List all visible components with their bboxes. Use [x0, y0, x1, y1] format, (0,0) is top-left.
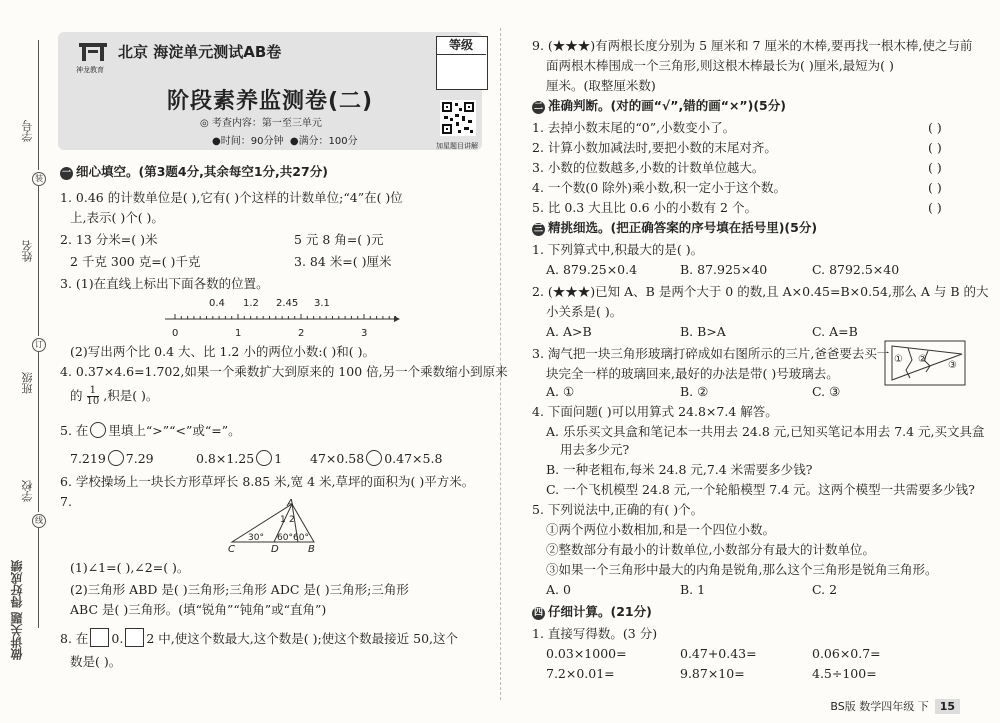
q2-item-a: 2. 13 分米=( )米 [60, 232, 158, 247]
choice-2-line1: 2. (★★★)已知 A、B 是两个大于 0 的数,且 A×0.45=B×0.54,那么 A 与 B 的大 [532, 284, 989, 299]
choice-5-option-a: A. 0 [546, 582, 571, 597]
triangle-angle-60: 60° [277, 533, 293, 543]
numline-tick-label: 0 [172, 328, 179, 339]
section-number-badge: 四 [533, 608, 543, 618]
margin-label-name: 姓名 [21, 240, 34, 262]
choice-3-option-c: C. ③ [812, 384, 841, 399]
q7-part2: (2)三角形 ABD 是( )三角形;三角形 ADC 是( )三角形;三角形 [70, 582, 409, 597]
judge-answer-box[interactable]: ( ) [928, 200, 942, 215]
choice-3-option-b: B. ② [680, 384, 709, 399]
choice-4-option-a-cont: 用去多少元? [560, 442, 630, 457]
calc-item: 0.06×0.7= [812, 646, 881, 661]
choice-2-option-b: B. B>A [680, 324, 726, 339]
section-number-badge: 一 [61, 168, 71, 178]
choice-5-statement-1: ①两个两位小数相加,和是一个四位小数。 [546, 522, 775, 537]
q5-compare-2 [196, 450, 282, 467]
q3-part2: (2)写出两个比 0.4 大、比 1.2 小的两位小数:( )和( )。 [70, 344, 376, 359]
margin-label-class: 班级 [21, 372, 34, 394]
fraction [87, 386, 100, 407]
grade-label: 等级 [436, 36, 486, 55]
choice-2-option-a: A. A>B [546, 324, 592, 339]
q5-text: 里填上“>”“<”或“=”。 [108, 423, 241, 438]
exam-score: 满分：100分 [298, 136, 358, 147]
choice-1-option-a: A. 879.25×0.4 [546, 262, 638, 277]
logo-subtitle: 神龙教育 [76, 66, 104, 74]
q3-part1: 3. (1)在直线上标出下面各数的位置。 [60, 276, 269, 291]
choice-1-option-b: B. 87.925×40 [680, 262, 768, 277]
numline-value: 1.2 [243, 298, 259, 309]
glass-piece-2: ② [918, 354, 927, 365]
glass-piece-3: ③ [948, 360, 957, 371]
section-4-title: 仔细计算。(21分) [548, 604, 652, 619]
brand-name: 北京 海淀单元测试AB卷 [118, 43, 282, 61]
judge-item-1: 1. 去掉小数末尾的“0”,小数变小了。 [532, 120, 736, 135]
choice-2-line2: 小关系是( )。 [546, 304, 623, 319]
margin-label-student-id: 学号 [21, 120, 34, 142]
judge-item-5: 5. 比 0.3 大且比 0.6 小的小数有 2 个。 [532, 200, 757, 215]
q8-line1 [60, 628, 458, 647]
q7-part3: ABC 是( )三角形。(填“锐角”“钝角”或“直角”) [70, 602, 327, 617]
judge-item-2: 2. 计算小数加减法时,要把小数的末尾对齐。 [532, 140, 777, 155]
compare-circle[interactable] [366, 450, 382, 466]
q7-part1: (1)∠1=( ),∠2=( )。 [70, 560, 190, 575]
compare-circle[interactable] [90, 422, 106, 438]
qr-code[interactable] [440, 100, 476, 136]
numline-tick-label: 3 [361, 328, 368, 339]
judge-answer-box[interactable]: ( ) [928, 180, 942, 195]
compare-circle[interactable] [256, 450, 272, 466]
section-2-title: 准确判断。(对的画“√”,错的画“×”)(5分) [548, 98, 786, 113]
q8-text: 0. [111, 631, 124, 646]
numline-tick-label: 1 [235, 328, 242, 339]
section-number-badge: 二 [533, 102, 543, 112]
q8-text: 2 中,使这个数最大,这个数是( );使这个数最接近 50,这个 [146, 631, 459, 646]
choice-5-option-c: C. 2 [812, 582, 838, 597]
numline-value: 3.1 [314, 298, 330, 309]
q5-prompt [60, 422, 241, 439]
margin-line [38, 528, 39, 628]
choice-4: 4. 下面问题( )可以用算式 24.8×7.4 解答。 [532, 404, 778, 419]
q6: 6. 学校操场上一块长方形草坪长 8.85 米,宽 4 米,草坪的面积为( )平方米。 [60, 474, 475, 489]
clock-icon: ● [212, 136, 221, 147]
page-title: 阶段素养监测卷(二) [166, 89, 374, 114]
q2-item-c: 2 千克 300 克=( )千克 [70, 254, 201, 269]
q5-compare-3 [310, 450, 442, 467]
choice-3-option-a: A. ① [546, 384, 575, 399]
triangle-vertex-C: C [228, 544, 235, 555]
triangle-angle-30: 30° [248, 533, 264, 543]
calc-item: 4.5÷100= [812, 666, 877, 681]
margin-line [38, 40, 39, 170]
section-3-title: 精挑细选。(把正确答案的序号填在括号里)(5分) [548, 220, 818, 235]
q9-line2: 面两根木棒围成一个三角形,则这根木棒最长为( )厘米,最短为( ) [546, 58, 894, 73]
choice-2-option-c: C. A=B [812, 324, 858, 339]
choice-5-statement-2: ②整数部分有最小的计数单位,小数部分有最大的计数单位。 [546, 542, 875, 557]
compare-left: 7.219 [70, 451, 106, 466]
compare-left: 0.8×1.25 [196, 451, 255, 466]
calc-item: 7.2×0.01= [546, 666, 615, 681]
choice-5-statement-3: ③如果一个三角形中最大的内角是锐角,那么这个三角形是锐角三角形。 [546, 562, 938, 577]
choice-1-option-c: C. 8792.5×40 [812, 262, 900, 277]
q9-line3: 厘米。(取整厘米数) [546, 78, 656, 93]
section-2-heading [532, 98, 786, 114]
compare-left: 47×0.58 [310, 451, 365, 466]
q5-compare-1 [70, 450, 154, 467]
choice-4-option-b: B. 一种老粗布,每米 24.8 元,7.4 米需要多少钱? [546, 462, 813, 477]
triangle-angle-60b: 60° [293, 533, 309, 543]
exam-scope-text: 考查内容：第一至三单元 [211, 118, 322, 129]
q4-line1: 4. 0.37×4.6=1.702,如果一个乘数扩大到原来的 100 倍,另一个乘数缩小到原来 [60, 364, 508, 379]
qr-code-icon [440, 100, 476, 136]
seal-mark: 订 [32, 338, 46, 352]
exam-meta [212, 134, 358, 150]
judge-answer-box[interactable]: ( ) [928, 120, 942, 135]
section-3-heading [532, 220, 817, 236]
numline-tick-label: 2 [298, 328, 305, 339]
q1-line2: 上,表示( )个( )。 [70, 210, 164, 225]
digit-box[interactable] [90, 628, 109, 647]
section-1-title: 细心填空。(第3题4分,其余每空1分,共27分) [76, 164, 328, 179]
calc-item: 9.87×10= [680, 666, 745, 681]
q4-text: ,积是( )。 [103, 388, 159, 403]
choice-3-line2: 块完全一样的玻璃回来,最好的办法是带( )号玻璃去。 [546, 366, 839, 381]
score-icon: ● [289, 136, 299, 147]
choice-5: 5. 下列说法中,正确的有( )个。 [532, 502, 704, 517]
digit-box[interactable] [125, 628, 144, 647]
choice-5-option-b: B. 1 [680, 582, 706, 597]
choice-4-option-c: C. 一个飞机模型 24.8 元,一个轮船模型 7.4 元。这两个模型一共需要多少钱? [546, 482, 975, 497]
q8-text: 8. 在 [60, 631, 89, 646]
judge-item-4: 4. 一个数(0 除外)乘小数,积一定小于这个数。 [532, 180, 787, 195]
compare-circle[interactable] [108, 450, 124, 466]
calc-1-prompt: 1. 直接写得数。(3 分) [532, 626, 658, 641]
judge-answer-box[interactable]: ( ) [928, 140, 942, 155]
page-number: 15 [935, 699, 960, 714]
judge-item-3: 3. 小数的位数越多,小数的计数单位越大。 [532, 160, 765, 175]
margin-slogan: 做讲关题 得好成绩 [10, 560, 24, 661]
margin-label-school: 学校 [21, 480, 34, 502]
triangle-angle-2: 2 [289, 515, 295, 525]
compare-right: 7.29 [125, 451, 154, 466]
q7-label: 7. [60, 494, 72, 509]
triangle-vertex-A: A [287, 498, 294, 509]
section-4-heading [532, 604, 652, 620]
calc-item: 0.47+0.43= [680, 646, 757, 661]
judge-answer-box[interactable]: ( ) [928, 160, 942, 175]
compare-right: 0.47×5.8 [384, 451, 443, 466]
seal-mark: 线 [32, 514, 46, 528]
fraction-numerator: 1 [87, 386, 100, 397]
compare-right: 1 [274, 451, 283, 466]
q4-text: 的 [70, 388, 83, 403]
choice-4-option-a: A. 乐乐买文具盒和笔记本一共用去 24.8 元,已知买笔记本用去 7.4 元,买文具盒 [546, 424, 985, 439]
q9-line1: 9. (★★★)有两根长度分别为 5 厘米和 7 厘米的木棒,要再找一根木棒,使之与前 [532, 38, 973, 53]
margin-line [38, 186, 39, 336]
q8-line2: 数是( )。 [70, 654, 122, 669]
number-line [160, 312, 400, 326]
search-icon: ◎ [200, 118, 209, 129]
q5-text: 5. 在 [60, 423, 89, 438]
numline-value: 2.45 [276, 298, 299, 309]
margin-line [38, 352, 39, 512]
binding-margin [0, 0, 52, 723]
seal-mark: 装 [32, 172, 46, 186]
triangle-vertex-D: D [271, 544, 279, 555]
q4-line2 [70, 386, 158, 407]
triangle-vertex-B: B [308, 544, 315, 555]
q2-item-d: 3. 84 米=( )厘米 [294, 254, 392, 269]
exam-scope [200, 116, 322, 132]
section-number-badge: 三 [533, 224, 543, 234]
choice-3-line1: 3. 淘气把一块三角形玻璃打碎成如右图所示的三片,爸爸要去买一 [532, 346, 890, 361]
calc-item: 0.03×1000= [546, 646, 627, 661]
q1-line1: 1. 0.46 的计数单位是( ),它有( )个这样的计数单位;“4”在( )位 [60, 190, 403, 205]
section-1-heading [60, 164, 328, 180]
exam-time: 时间：90分钟 [220, 136, 284, 147]
qr-caption: 加星题目讲解 [436, 142, 478, 150]
choice-1: 1. 下列算式中,积最大的是( )。 [532, 242, 704, 257]
footer-text: BS版 数学四年级 下 [830, 700, 929, 713]
numline-value: 0.4 [209, 298, 225, 309]
glass-piece-1: ① [894, 354, 903, 365]
fraction-denominator: 10 [86, 396, 100, 407]
q2-item-b: 5 元 8 角=( )元 [294, 232, 384, 247]
triangle-angle-1: 1 [280, 515, 286, 525]
page-footer [830, 698, 960, 714]
